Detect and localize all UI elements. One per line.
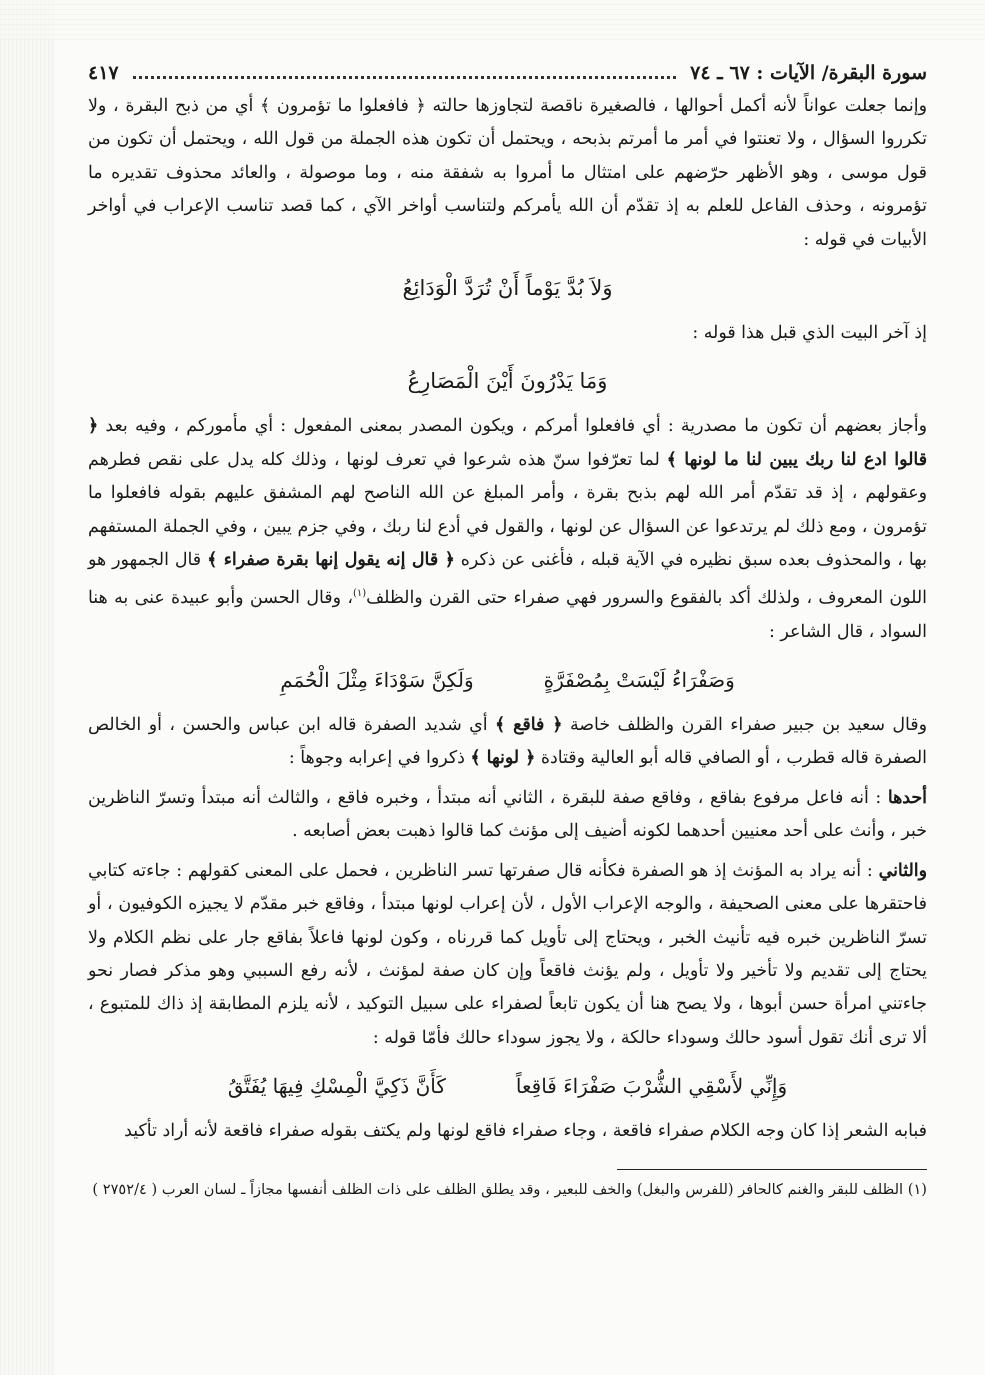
paragraph-3-text-1: وأجاز بعضهم أن تكون ما مصدرية : أي فافعلوا أمركم ، ويكون المصدر بمعنى المفعول : أي مأموركم ، وفيه بعد (98, 416, 927, 437)
paragraph-3 (88, 410, 927, 649)
verse-4-first-hemistich: وَإِنِّي لأَسْقِي الشُّرْبَ صَفْرَاءَ فَاقِعاً (515, 1074, 788, 1099)
paragraph-6-lead: والثاني (878, 860, 927, 881)
paragraph-5-lead: أحدها (887, 787, 927, 808)
paragraph-1: وإنما جعلت عواناً لأنه أكمل أحوالها ، فالصغيرة ناقصة لتجاوزها حالته ﴿ فافعلوا ما تؤمرون ﴾ أي من ذبح البقرة ، ولا تكرروا السؤال ، ولا تعنتوا في أمر ما أمرتم بذبحه ، ويحتمل أن تكون هذه الجملة من قول الله ، ويحتمل أن تكون من قول موسى ، وهو الأظهر حرّضهم على امتثال ما أمروا به شفقة منه ، وما موصولة ، والعائد محذوف تقديره ما تؤمرونه ، وحذف الفاعل للعلم به إذ تقدّم أن الله يأمركم ولتناسب أواخر الآي ، كما قصد تناسب الإعراب في أواخر الأبيات في قوله : (88, 96, 927, 250)
paragraph-3-text-2: لما تعرّفوا سنّ هذه شرعوا في تعرف لونها ، وذلك كله يدل على نقص فطرهم وعقولهم ، إذ قد تقدّم أمر الله لهم بذبح بقرة ، وأمر المبلغ عن الله الناصح لهم المشفق عليهم بقوله فافعلوا ما تؤمرون ، ومع ذلك لم يرتدعوا عن السؤال عن لونها ، والقول في أدع لنا ربك ، وفي جزم يبين ، وفي الجملة المستفهم بها ، والمحذوف بعده سبق نظيره في الآية قبله ، فأغنى عن ذكره (88, 449, 927, 571)
quran-quote-4: ﴿ لونها ﴾ (470, 748, 536, 769)
paragraph-3-text-3: قال الجمهور هو اللون المعروف ، ولذلك أكد بالفقوع والسرور فهي صفراء حتى القرن والظلف (88, 550, 927, 609)
paragraph-7: فبابه الشعر إذا كان وجه الكلام صفراء فاقعة ، وجاء صفراء فاقع لونها ولم يكتف بقوله صفراء فاقعة لأنه أراد تأكيد (124, 1121, 927, 1142)
footnote-1: (١) الظلف للبقر والغنم كالحافر (للفرس والبغل) والخف للبعير ، وقد يطلق الظلف على ذات الظلف أنفسها مجازاً ـ لسان العرب ( ٢٧٥٢/٤ ) (92, 1180, 927, 1198)
verse-4-second-hemistich: كَأَنَّ ذَكِيَّ الْمِسْكِ فِيهَا يُفَتَّقُ (227, 1074, 446, 1099)
verse-3 (88, 663, 927, 697)
paragraph-5-text: : أنه فاعل مرفوع بفاقع ، وفاقع صفة للبقرة ، الثاني أنه مبتدأ ، وخبره فاقع ، والثالث أنه مبتدأ وتسرّ الناظرين خبر ، وأنث على أحد معنيين أحدهما لكونه أضيف إلى مؤنث كما قالوا ذهبت بعض أصابعه . (88, 787, 927, 842)
running-head-title: سورة البقرة/ الآيات : ٦٧ ـ ٧٤ (690, 62, 927, 84)
running-head (88, 62, 927, 84)
page-number: ٤١٧ (88, 62, 119, 84)
verse-4 (88, 1069, 927, 1103)
verse-3-first-hemistich: وَصَفْرَاءُ لَيْسَتْ بِمُصْفَرَّةٍ (543, 668, 735, 693)
footnote-divider (617, 1169, 927, 1170)
quran-quote-1: ﴿ قالوا ادع لنا ربك يبين لنا ما لونها ﴾ (88, 416, 928, 470)
verse-1: وَلاَ بُدَّ يَوْماً أَنْ تُرَدَّ الْوَدَائِعُ (402, 276, 613, 301)
paragraph-4-text-2: أي شديد الصفرة قاله ابن عباس والحسن ، أو الخالص الصفرة قاله قطرب ، أو الصافي قاله أبو العالية وقتادة (88, 715, 927, 769)
paragraph-4 (88, 709, 927, 776)
paragraph-2: إذ آخر البيت الذي قبل هذا قوله : (692, 323, 927, 344)
footnote-ref[interactable]: (١) (352, 588, 367, 600)
paragraph-6 (88, 855, 927, 1055)
paragraph-5 (88, 782, 927, 849)
verse-3-second-hemistich: وَلَكِنَّ سَوْدَاءَ مِثْلَ الْحُمَمِ (280, 668, 474, 693)
paragraph-3-text-4: ، وقال الحسن وأبو عبيدة عنى به هنا السواد ، قال الشاعر : (88, 588, 927, 642)
verse-2: وَمَا يَدْرُونَ أَيْنَ الْمَصَارِعُ (407, 369, 608, 394)
page-content (88, 62, 927, 1203)
quran-quote-3: ﴿ فاقع ﴾ (495, 715, 563, 736)
quran-quote-2: ﴿ قال إنه يقول إنها بقرة صفراء ﴾ (207, 550, 455, 571)
leader-dots (133, 66, 677, 79)
paragraph-4-text-3: ذكروا في إعرابه وجوهاً : (288, 748, 471, 769)
paragraph-4-text-1: وقال سعيد بن جبير صفراء القرن والظلف خاصة (562, 715, 928, 736)
paragraph-6-text: : أنه يراد به المؤنث إذ هو الصفرة فكأنه قال صفرتها تسر الناظرين ، فحمل على المعنى كقولهم : جاءته كتابي فاحتقرها على معنى الصحيفة ، والوجه الإعراب الأول ، لأن إعراب لونها مبتدأ ، وفاقع خبر مقدّم لا يجيزه الكوفيون ، أو تسرّ الناظرين خبره فيه تأنيث الخبر ، ويحتاج إلى تأويل كما قررناه ، وكون لونها فاعلاً بفاقع جار على نظم الكلام ولا يحتاج إلى تقديم ولا تأخير ولا تأويل ، ولم يؤنث فاقعاً وإن كان صفة لمؤنث ، لأنه رفع السببي وهو مذكر فصار نحو جاءتني امرأة حسن أبوها ، ولا يصح هنا أن يكون تابعاً لصفراء على سبيل التوكيد ، لأنه يلزم المطابقة إذ ذاك للمتبوع ، ألا ترى أنك تقول أسود حالك وسوداء حالكة ، ولا يجوز سوداء حالك فأمّا قوله : (88, 860, 927, 1048)
